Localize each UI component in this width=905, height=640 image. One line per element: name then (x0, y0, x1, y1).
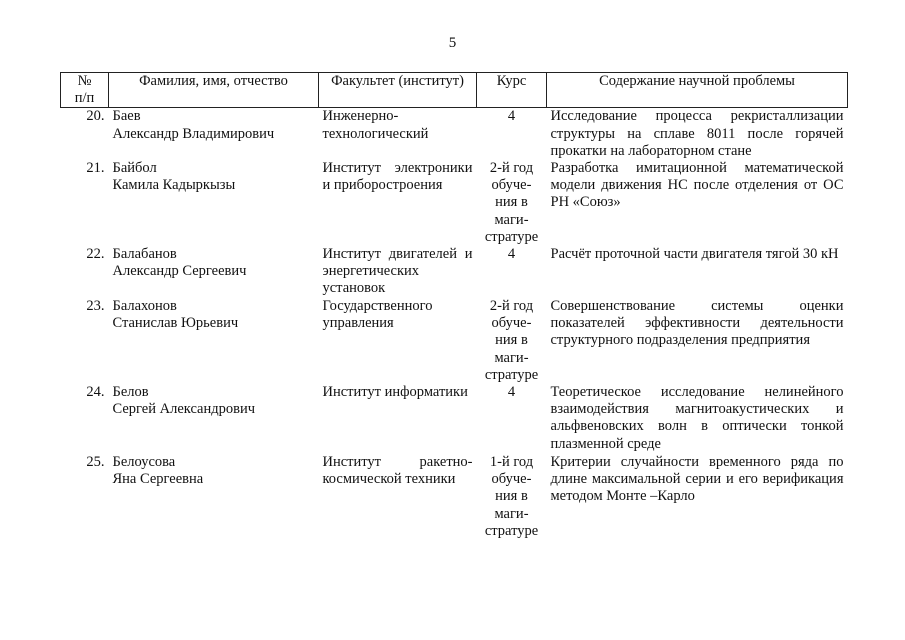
page-number: 5 (448, 35, 457, 51)
faculty-cell: Государственного управления (322, 298, 433, 332)
table-row (61, 384, 848, 454)
student-name (109, 298, 319, 384)
student-given-names: Яна Сергеевна (112, 471, 204, 488)
topic-cell: Исследование процесса рекристаллизации структуры на сплаве 8011 после горячей прокатки на лабораторном стане (550, 108, 844, 159)
table-header-row (61, 73, 848, 108)
faculty-cell: Инженерно- технологический (322, 108, 429, 142)
course-cell: 4 (507, 246, 516, 263)
topic-cell: Критерии случайности временного ряда по длине максимальной серии и его верификация методом Монте –Карло (550, 454, 844, 505)
table-row (61, 108, 848, 160)
student-name (109, 108, 319, 160)
header-full-name: Фамилия, имя, отчество (109, 73, 319, 108)
student-surname: Балахонов (112, 298, 177, 315)
course-cell: 4 (507, 108, 516, 125)
header-number: № п/п (61, 73, 109, 108)
topic-cell: Теоретическое исследование нелинейного взаимодействия магнитоакустических и альфвеновских волн в оптически тонкой плазменной среде (550, 384, 844, 452)
student-given-names: Александр Сергеевич (112, 263, 247, 280)
row-number: 24. (86, 384, 105, 401)
table-row (61, 246, 848, 298)
faculty-cell: Институт электроники и приборостроения (322, 160, 473, 194)
header-faculty: Факультет (институт) (319, 73, 477, 108)
table-row (61, 454, 848, 540)
faculty-cell: Институт ракетно-космической техники (322, 454, 473, 488)
student-surname: Байбол (112, 160, 157, 177)
row-number: 25. (86, 454, 105, 471)
table-row (61, 160, 848, 246)
table-row (61, 298, 848, 384)
course-cell: 4 (507, 384, 516, 401)
student-name (109, 160, 319, 246)
faculty-cell: Институт информатики (322, 384, 468, 401)
student-name (109, 246, 319, 298)
row-number: 22. (86, 246, 105, 263)
student-surname: Баев (112, 108, 141, 125)
student-name (109, 384, 319, 454)
topic-cell: Расчёт проточной части двигателя тягой 30 кН (550, 246, 839, 263)
row-number: 21. (86, 160, 105, 177)
course-cell: 2-й год обуче- ния в маги- стратуре (484, 160, 539, 245)
row-number: 20. (86, 108, 105, 125)
faculty-cell: Институт двигателей и энергетических установок (322, 246, 473, 297)
header-course: Курс (477, 73, 547, 108)
student-given-names: Камила Кадыркызы (112, 177, 236, 194)
student-surname: Белов (112, 384, 149, 401)
row-number: 23. (86, 298, 105, 315)
students-table (60, 72, 848, 540)
student-given-names: Станислав Юрьевич (112, 315, 239, 332)
header-research-topic: Содержание научной проблемы (547, 73, 848, 108)
topic-cell: Совершенствование системы оценки показателей эффективности деятельности структурного подразделения предприятия (550, 298, 844, 349)
student-given-names: Александр Владимирович (112, 125, 275, 142)
course-cell: 2-й год обуче- ния в маги- стратуре (484, 298, 539, 383)
student-surname: Балабанов (112, 246, 177, 263)
topic-cell: Разработка имитационной математической модели движения НС после отделения от ОС РН «Союз» (550, 160, 844, 211)
student-surname: Белоусова (112, 454, 176, 471)
student-given-names: Сергей Александрович (112, 401, 256, 418)
course-cell: 1-й год обуче- ния в маги- стратуре (484, 454, 539, 539)
student-name (109, 454, 319, 540)
